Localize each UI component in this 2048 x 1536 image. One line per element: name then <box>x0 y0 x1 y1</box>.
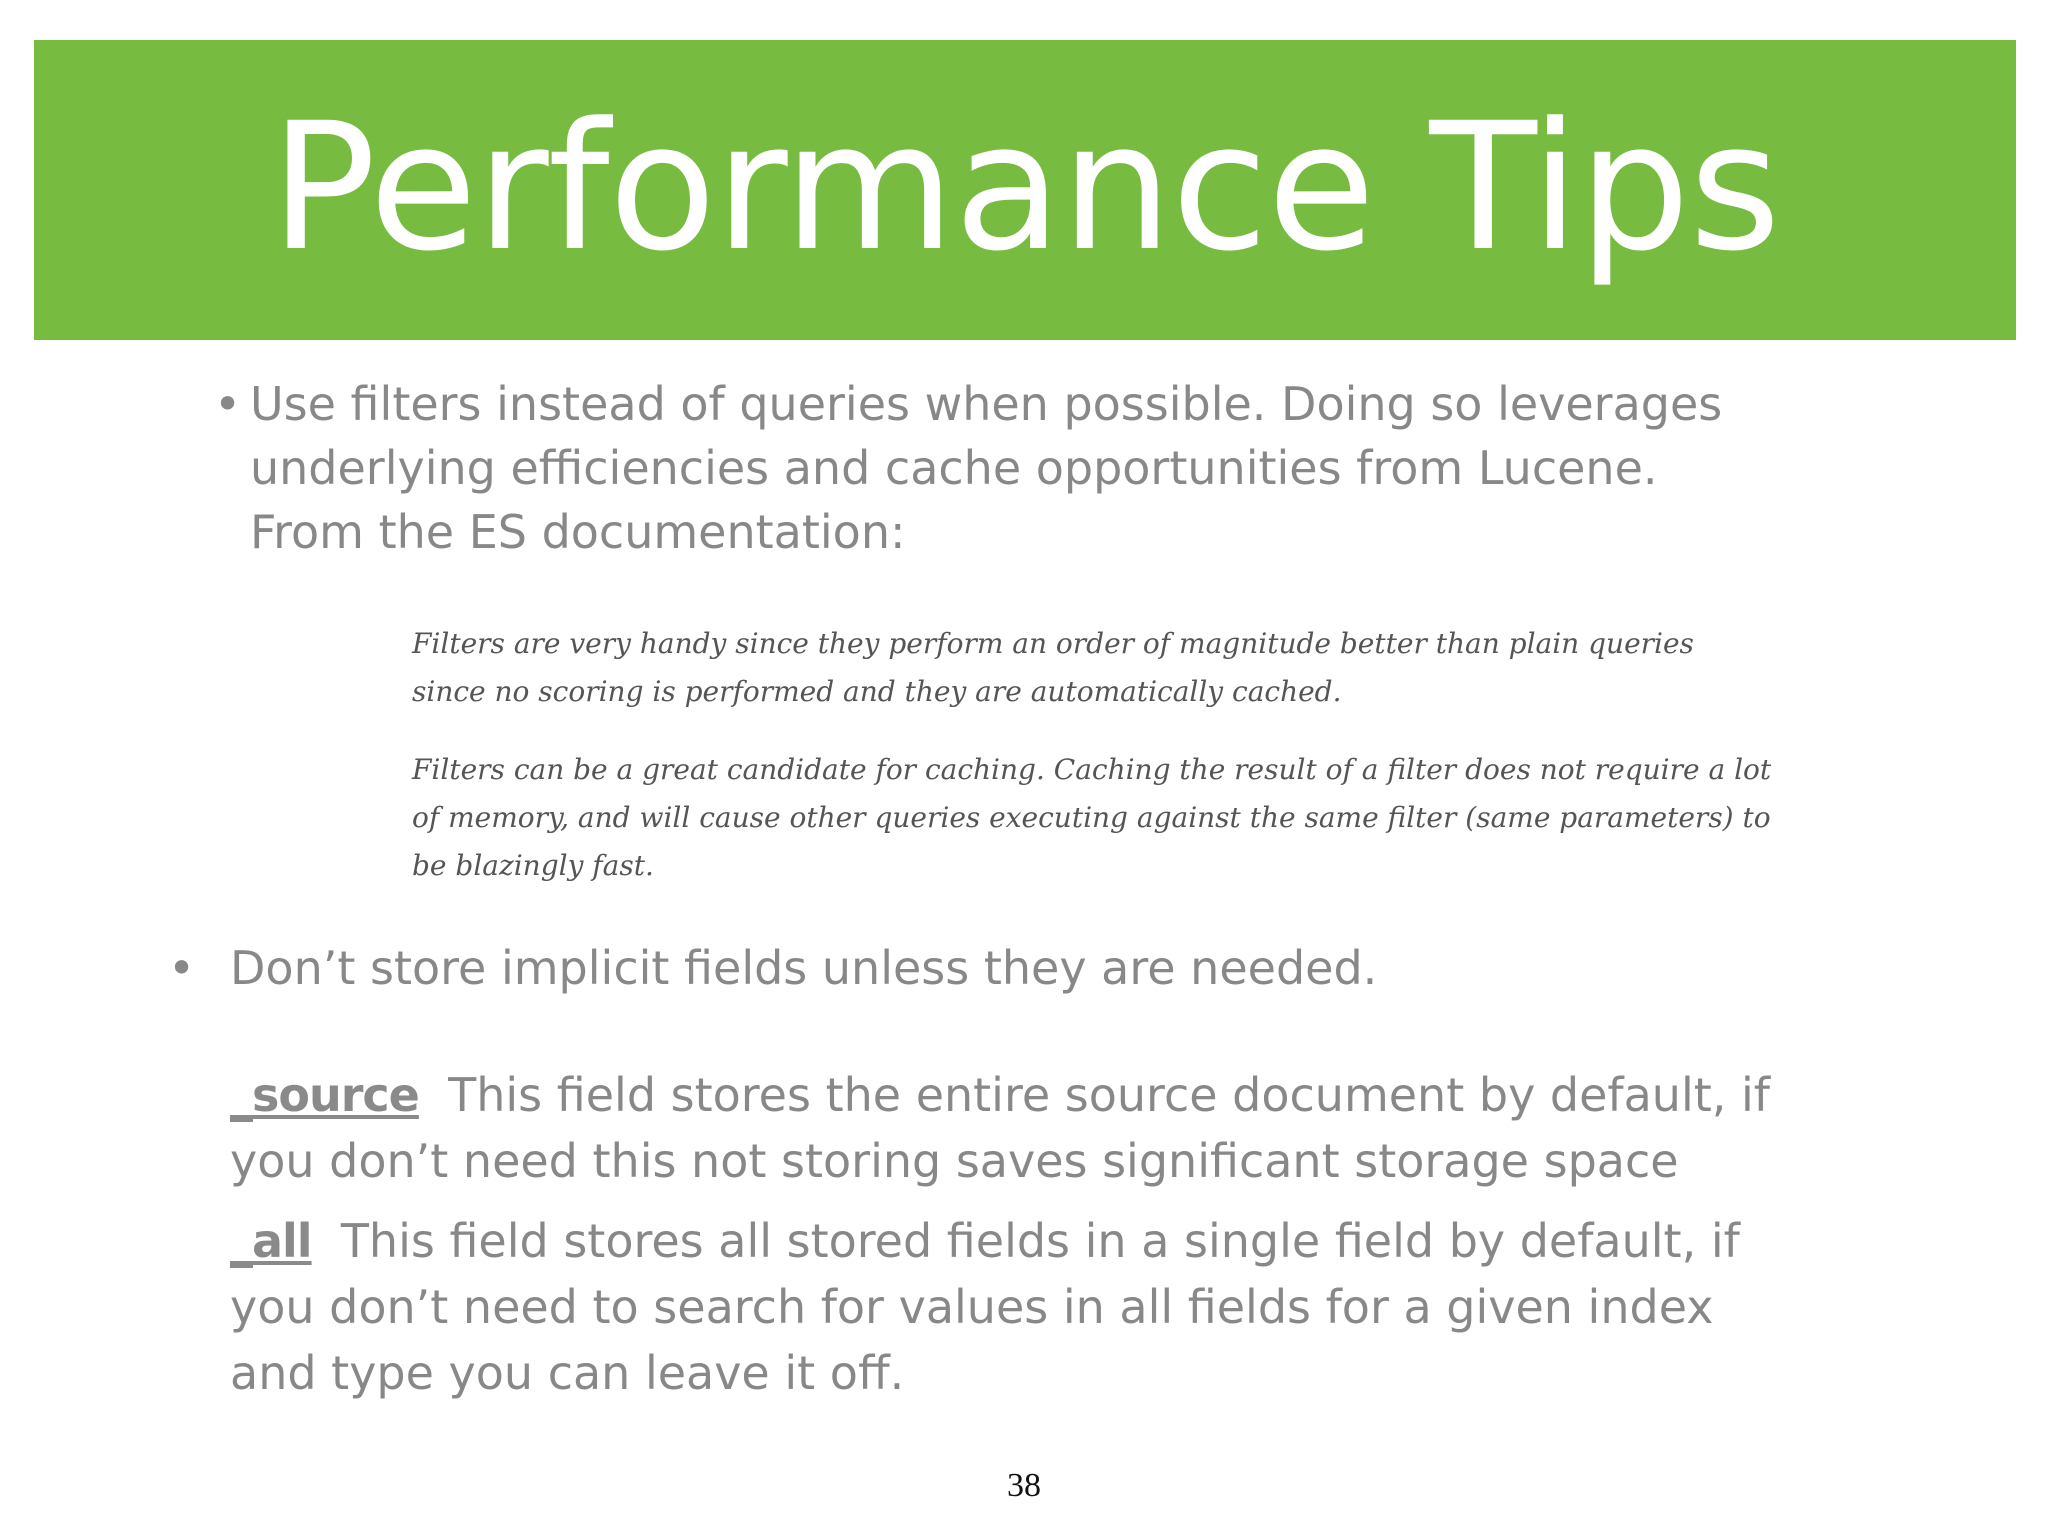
bullet-line: From the ES documentation: <box>250 505 906 559</box>
bullet-implicit-fields <box>168 936 1768 1000</box>
field-text: This field stores the entire source document by default, if <box>448 1068 1770 1122</box>
bullet-marker: • <box>214 377 242 431</box>
field-source-description <box>230 1062 1770 1194</box>
field-text: This field stores all stored fields in a single field by default, if <box>340 1214 1740 1268</box>
slide-title: Performance Tips <box>270 85 1780 290</box>
bullet-use-filters <box>214 372 1723 564</box>
page-number: 38 <box>1007 1467 1041 1504</box>
field-line: you don’t need this not storing saves significant storage space <box>230 1134 1679 1188</box>
es-documentation-quote <box>412 620 1772 920</box>
bullet-text <box>250 372 1723 564</box>
bullet-line: underlying efficiencies and cache opportunities from Lucene. <box>250 441 1658 495</box>
field-name-source: _source <box>230 1068 419 1122</box>
field-all-description <box>230 1208 1740 1406</box>
field-name-all: _all <box>230 1214 312 1268</box>
bullet-line: Use filters instead of queries when possible. Doing so leverages <box>250 377 1723 431</box>
field-line: you don’t need to search for values in all fields for a given index <box>230 1280 1714 1334</box>
field-line: and type you can leave it off. <box>230 1346 905 1400</box>
field-line <box>230 1062 1770 1128</box>
quote-paragraph: Filters are very handy since they perform an order of magnitude better than plain queries since no scoring is performed and they are automatically cached. <box>412 627 1694 708</box>
bullet-marker: • <box>168 941 196 995</box>
field-line <box>230 1208 1740 1274</box>
quote-paragraph: Filters can be a great candidate for caching. Caching the result of a filter does not require a lot of memory, and will cause other queries executing against the same filter (same parameters) to be blazingly fast. <box>412 753 1772 882</box>
bullet-text: Don’t store implicit fields unless they are needed. <box>230 941 1378 995</box>
title-banner <box>34 40 2016 340</box>
